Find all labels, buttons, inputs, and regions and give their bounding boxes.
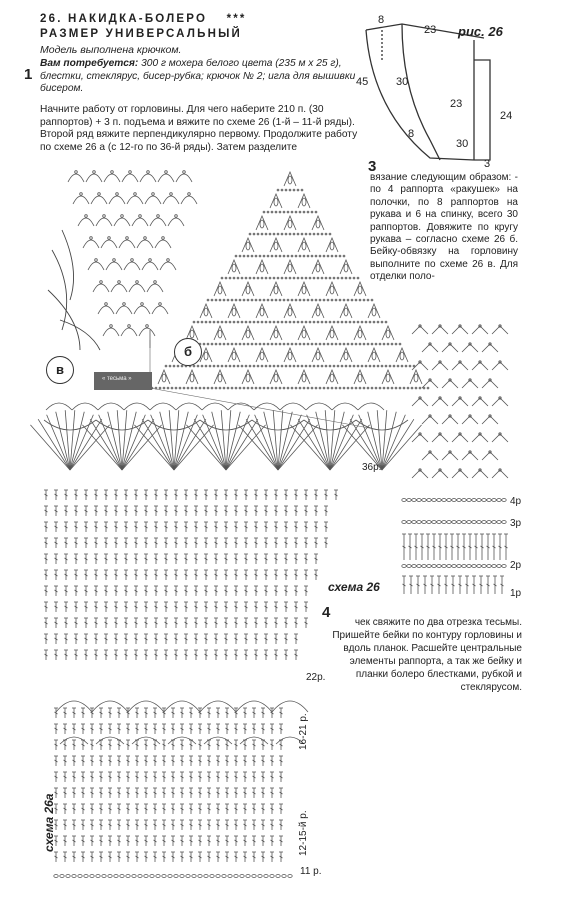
scheme-26-label: схема 26 <box>328 580 380 594</box>
step-1-instructions: Начните работу от горловины. Для чего наберите 210 п. (30 раппортов) + 3 п. подъема и вяжите по схеме 26 (1-й – 11-й ряды). Второй ряд вяжите перпендикулярно первому. Продолжите работу по схеме 26 а (с 12-го по 36-й ряды). Затем разделите <box>40 104 358 153</box>
size-subtitle: РАЗМЕР УНИВЕРСАЛЬНЫЙ <box>40 28 242 40</box>
pattern-figure <box>366 24 490 160</box>
row-label-2: 2р <box>510 560 522 571</box>
row-label-12-15: 12-15-й р. <box>298 810 309 856</box>
difficulty-stars: *** <box>226 13 247 25</box>
row-label-36: 36р. <box>362 462 382 473</box>
dim-24: 24 <box>500 110 513 122</box>
step-3-instructions: вязание следующим образом: - по 4 раппорта «ракушек» на полочки, по 8 раппортов на рукава и 6 на спинку, всего 30 раппортов. Довяжите по кругу рукава – согласно схеме 26 б. Бейку-обвязку на горловину выполните по схеме 26 в. Для отделки поло- <box>370 172 518 283</box>
right-column-chart <box>402 325 508 594</box>
model-note: Модель выполнена крючком. <box>40 44 182 56</box>
dim-30-lower: 30 <box>456 138 469 150</box>
row-label-11: 11 р. <box>300 866 322 877</box>
scheme-26v-motif <box>48 230 100 350</box>
row-label-1: 1р <box>510 588 522 599</box>
dim-8-top: 8 <box>378 14 385 26</box>
row-label-3: 3р <box>510 518 522 529</box>
scheme-v-badge: в <box>46 356 74 384</box>
step-4-number: 4 <box>322 604 331 621</box>
row-label-16-21: 16-21 р. <box>298 713 309 750</box>
step-3-number: 3 <box>368 158 377 175</box>
dim-45: 45 <box>356 76 369 88</box>
title-text: 26. НАКИДКА-БОЛЕРО <box>40 13 208 25</box>
tape-label: « тесьма » <box>102 376 132 382</box>
materials-label: Вам потребуется: <box>40 58 139 69</box>
shell-column-top-left <box>68 171 197 348</box>
dim-30-upper: 30 <box>396 76 409 88</box>
scheme-26a-chart <box>54 701 308 878</box>
dim-3: 3 <box>484 158 491 170</box>
row-label-22: 22р. <box>306 672 326 683</box>
dim-8-lower: 8 <box>408 128 415 140</box>
figure-label: рис. 26 <box>458 24 503 39</box>
row-label-4: 4р <box>510 496 522 507</box>
step-4-instructions: чек свяжите по два отрезка тесьмы. Пришейте бейки по контуру горловины и вдоль планок. Расшейте центральные элементы раппорта, а так же бейку и планки болеро блестками, рубкой и стеклярусом. <box>332 617 522 693</box>
materials-text: 300 г мохера белого цвета (235 м х 25 г), блестки, стеклярус, бисер-рубка; крючок № 2; игла для вышивки бисером. <box>40 58 356 94</box>
step-1-number: 1 <box>24 66 33 83</box>
scheme-b-badge: б <box>174 338 202 366</box>
dim-23-right: 23 <box>450 98 463 110</box>
dim-23-top: 23 <box>424 24 437 36</box>
scheme-26a-label: схема 26а <box>42 793 56 852</box>
